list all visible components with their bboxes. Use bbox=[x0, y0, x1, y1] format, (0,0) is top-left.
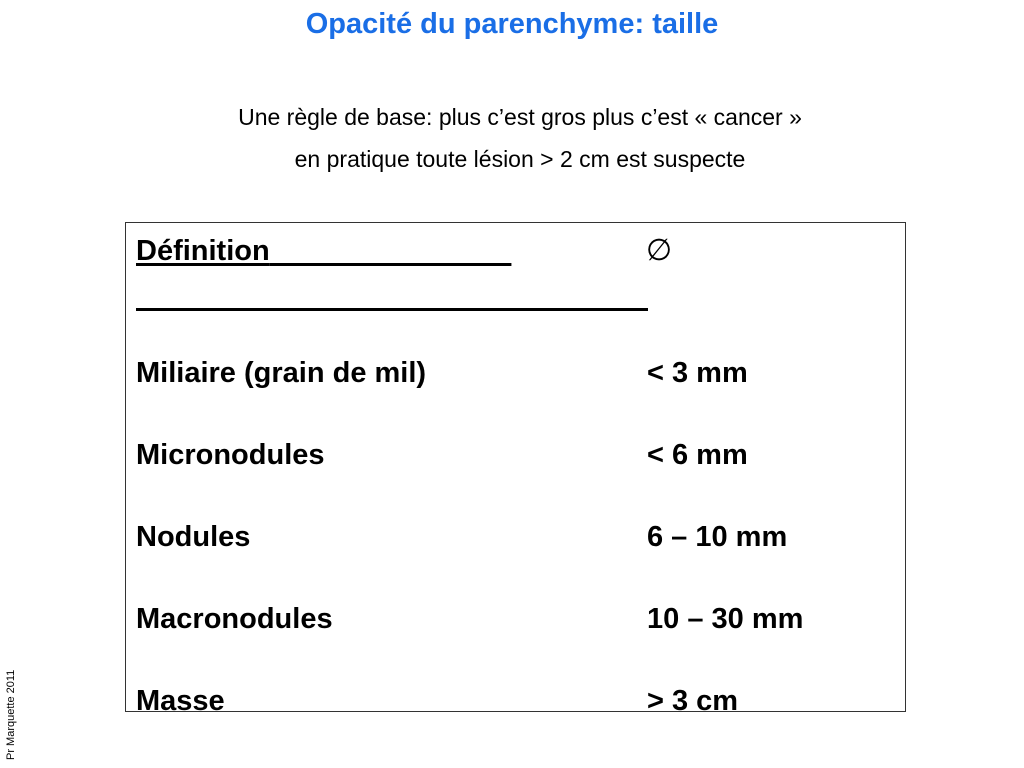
row-value: 10 – 30 mm bbox=[647, 603, 804, 635]
row-value: 6 – 10 mm bbox=[647, 521, 788, 553]
size-definition-table bbox=[125, 222, 906, 717]
row-label: Macronodules bbox=[136, 603, 333, 635]
header-divider bbox=[136, 308, 648, 311]
row-label: Nodules bbox=[136, 521, 251, 553]
row-value: < 3 mm bbox=[647, 357, 748, 389]
row-label: Masse bbox=[136, 685, 225, 717]
footer-credit bbox=[3, 650, 23, 760]
row-label: Micronodules bbox=[136, 439, 325, 471]
footer-credit-text: Pr Marquette 2011 bbox=[5, 669, 17, 760]
row-value: > 3 cm bbox=[647, 685, 739, 717]
subtitle-line-2: en pratique toute lésion > 2 cm est suspecte bbox=[294, 146, 746, 172]
row-value: < 6 mm bbox=[647, 439, 748, 471]
row-label: Miliaire (grain de mil) bbox=[136, 357, 427, 389]
header-definition-label: Définition bbox=[136, 235, 270, 267]
diameter-symbol-icon: ∅ bbox=[646, 234, 673, 267]
slide-title: Opacité du parenchyme: taille bbox=[305, 8, 719, 40]
table-header bbox=[136, 233, 696, 269]
subtitle-line-1: Une règle de base: plus c’est gros plus c’est « cancer » bbox=[238, 104, 802, 130]
